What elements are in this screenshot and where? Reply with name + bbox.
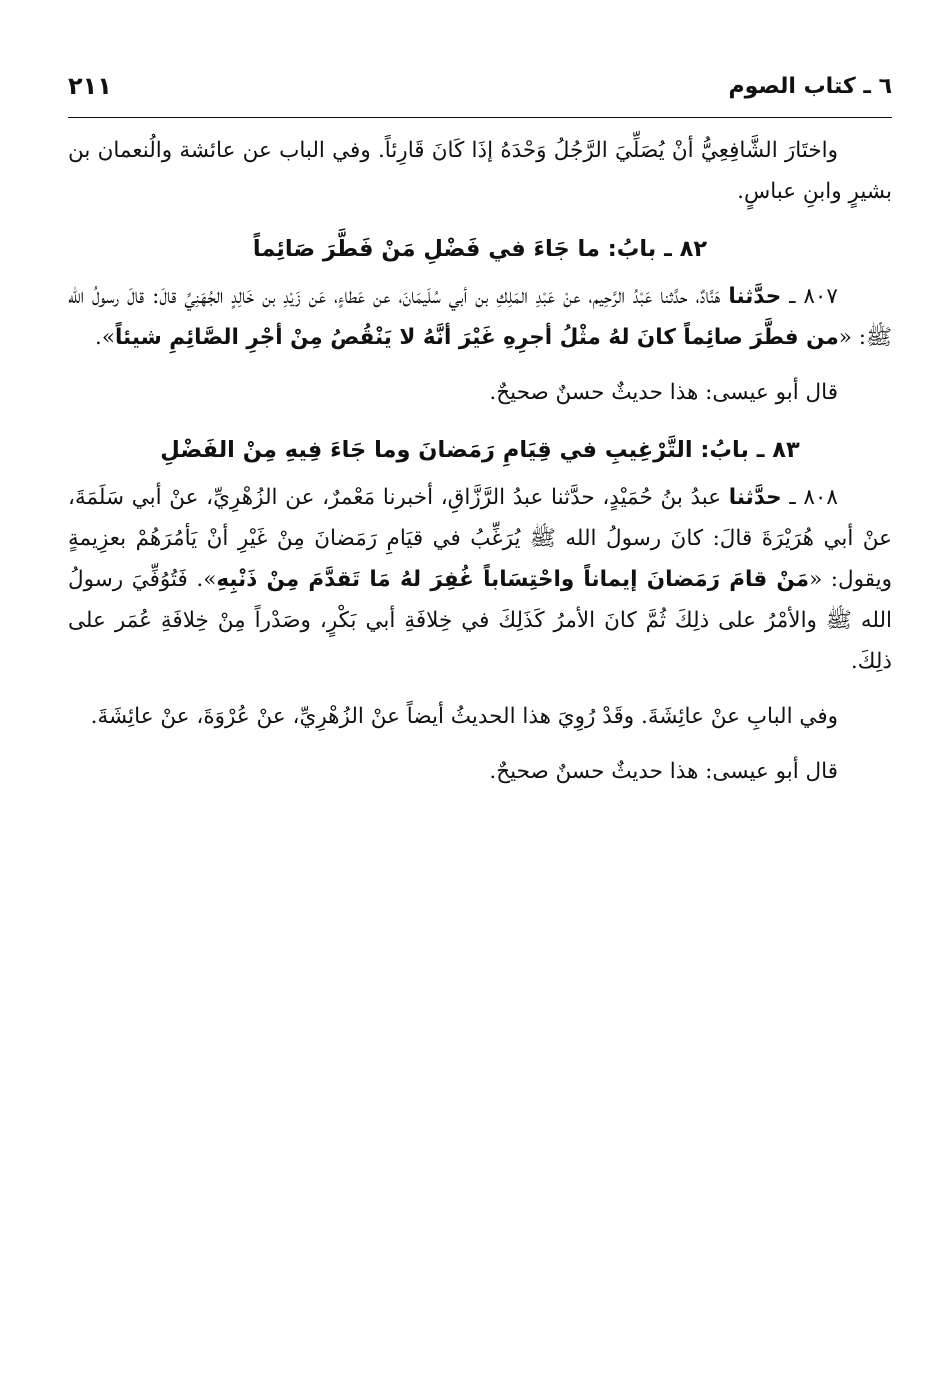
- grading-808-text: قال أبو عيسى: هذا حديثٌ حسنٌ صحيحٌ.: [489, 759, 838, 784]
- opening-paragraph-text: واختَارَ الشَّافِعِيُّ أنْ يُصَلِّيَ الرَّجُلُ وَحْدَهُ إذَا كَانَ قَارِئاً. وفي الباب عن عائشة والُنعمان بن بشيرٍ وابنِ عباسٍ.: [68, 138, 892, 204]
- hadith-807-end: ».: [94, 325, 115, 350]
- page-number: ٢١١: [68, 72, 112, 100]
- main-text: [68, 130, 892, 792]
- chapter-83-note: [68, 696, 892, 737]
- hadith-807-chain: هَنَّادٌ، حدَّثنا عَبْدُ الرَّحِيم، عنْ عَبْدِ المَلِكِ بن أبي سُلَيمَانَ، عن عَطاءٍ، عَن زَيْدِ بن خَالِدٍ الجُهَنِيِّ قالَ: قالَ رسولُ الله ﷺ: «: [68, 284, 892, 350]
- hadith-808-lead: حدَّثنا: [728, 485, 782, 510]
- chapter-title: ٦ ـ كتاب الصوم: [728, 73, 892, 99]
- hadith-807-number: ٨٠٧ ـ: [789, 284, 838, 309]
- hadith-808-end: ». فَتُوُفِّيَ رسولُ الله ﷺ والأمْرُ على ذلِكَ ثُمَّ كانَ الأمرُ كَذَلِكَ في خِلافَةِ أبي بَكْرٍ، وصَدْراً مِنْ خِلافَةِ عُمَر على ذلِكَ.: [68, 567, 892, 674]
- hadith-808-chain: عبدُ بنُ حُمَيْدٍ، حدَّثنا عبدُ الرَّزَّاقِ، أخبرنا مَعْمرٌ، عن الزُهْرِيِّ، عنْ أبي سَلَمَةَ، عنْ أبي هُرَيْرَةَ قالَ: كانَ رسولُ الله ﷺ يُرَغِّبُ في قيَامِ رَمَضانَ مِنْ غَيْرِ أنْ يَأمُرَهُمْ بعزِيمةٍ ويقول: «: [68, 485, 893, 592]
- chapter-83: [68, 427, 892, 473]
- chapter-83-note-text: وفي البابِ عنْ عائِشَةَ. وقَدْ رُوِيَ هذا الحديثُ أيضاً عنْ الزُهْرِيِّ، عنْ عُرْوَةَ، عنْ عائِشَةَ.: [90, 704, 838, 729]
- hadith-808: [68, 477, 892, 682]
- chapter-83-heading: ٨٣ ـ بابُ: التَّرْغِيبِ في قِيَامِ رَمَضانَ وما جَاءَ فِيهِ مِنْ الفَضْلِ: [160, 437, 800, 463]
- hadith-808-matn: مَنْ قامَ رَمَضانَ إيماناً واحْتِسَاباً غُفِرَ لهُ مَا تَقدَّمَ مِنْ ذَنْبِهِ: [216, 567, 810, 592]
- opening-paragraph: [68, 130, 892, 212]
- chapter-82: [68, 226, 892, 272]
- grading-807: [68, 372, 892, 413]
- running-header: [68, 64, 892, 108]
- grading-808: [68, 751, 892, 792]
- chapter-82-heading: ٨٢ ـ بابُ: ما جَاءَ في فَضْلِ مَنْ فَطَّرَ صَائِماً: [252, 236, 708, 262]
- grading-807-text: قال أبو عيسى: هذا حديثٌ حسنٌ صحيحٌ.: [489, 380, 838, 405]
- header-rule: [68, 117, 892, 118]
- hadith-807-matn: من فطَّرَ صائِماً كانَ لهُ مثْلُ أجرِهِ غَيْرَ أنَّهُ لا يَنْقُصُ مِنْ أجْرِ الصَّائِمِ شيئاً: [114, 325, 839, 350]
- hadith-807: [68, 276, 892, 358]
- hadith-807-lead: حدَّثنا: [728, 284, 782, 309]
- hadith-808-number: ٨٠٨ ـ: [789, 485, 838, 510]
